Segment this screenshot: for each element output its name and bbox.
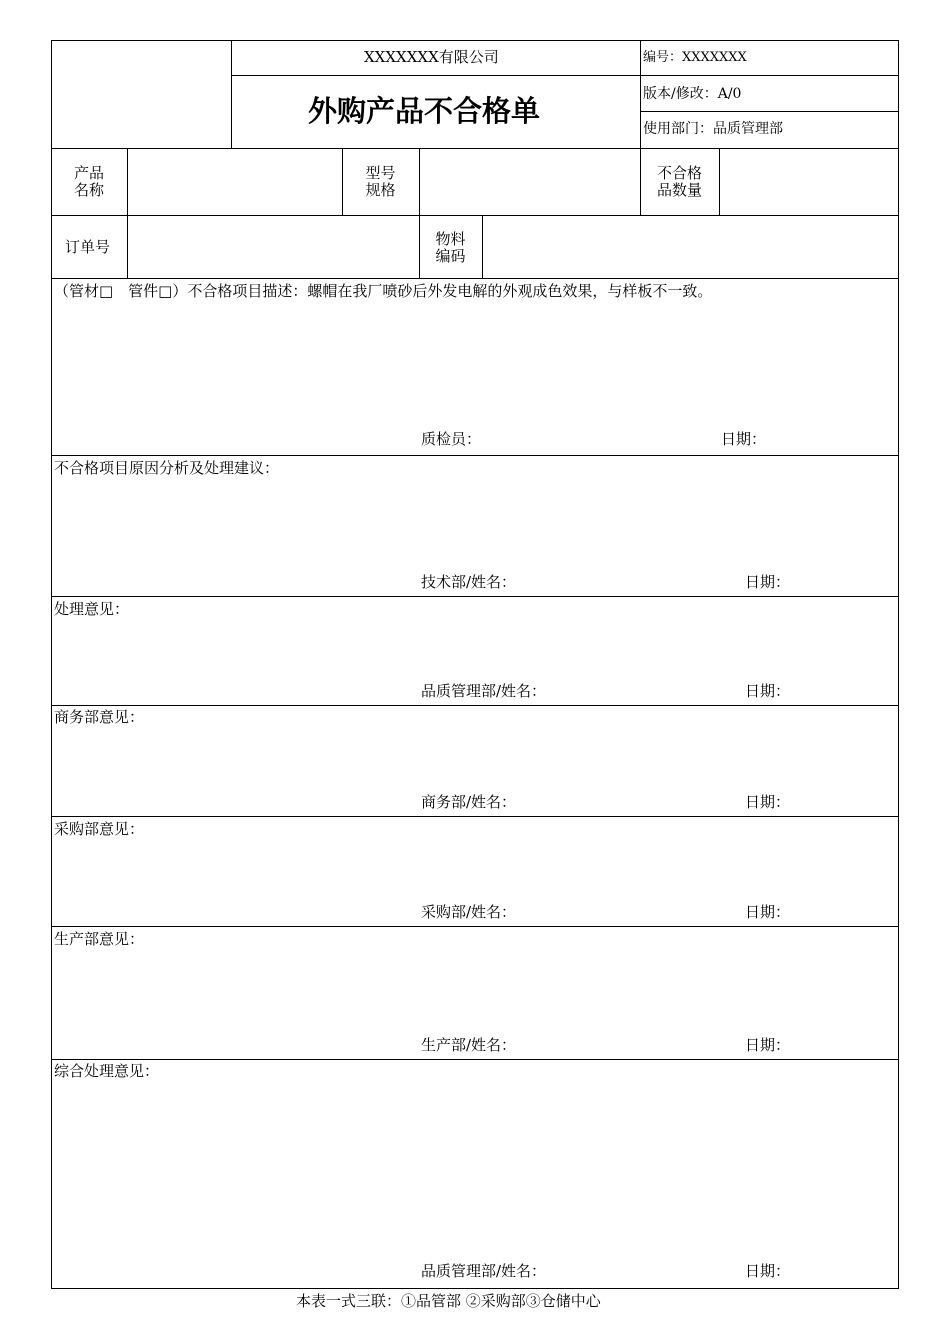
ng-qty-label: 不合格 品数量: [656, 164, 702, 199]
business-label: 商务部意见：: [54, 708, 145, 726]
model-label: 型号 规格: [365, 164, 396, 199]
header-divider: [231, 75, 640, 76]
date-label: 日期：: [745, 573, 791, 591]
qm-sign-label: 品质管理部/姓名：: [421, 1262, 547, 1280]
section-divider: [51, 705, 899, 706]
date-label: 日期：: [745, 903, 791, 921]
header-divider: [640, 40, 641, 148]
product-name-label: 产品 名称: [73, 164, 104, 199]
analysis-label: 不合格项目原因分析及处理建议：: [54, 459, 280, 477]
row-divider: [51, 148, 899, 149]
section-divider: [51, 1059, 899, 1060]
date-label: 日期：: [745, 1036, 791, 1054]
handling-label: 处理意见：: [54, 600, 130, 618]
department: 使用部门：品质管理部: [643, 121, 783, 137]
qm-sign-label: 品质管理部/姓名：: [421, 682, 547, 700]
purchase-label: 采购部意见：: [54, 820, 145, 838]
production-label: 生产部意见：: [54, 930, 145, 948]
section-divider: [51, 455, 899, 456]
page-title: 外购产品不合格单: [308, 94, 541, 128]
header-divider: [640, 111, 899, 112]
production-sign-label: 生产部/姓名：: [421, 1036, 517, 1054]
header-divider: [640, 75, 899, 76]
overall-label: 综合处理意见：: [54, 1062, 160, 1080]
form-frame: [51, 40, 899, 1289]
version: 版本/修改：A/0: [643, 86, 742, 102]
section-divider: [51, 816, 899, 817]
date-label: 日期：: [745, 793, 791, 811]
date-label: 日期：: [745, 1262, 791, 1280]
doc-number: 编号：XXXXXXX: [643, 50, 747, 65]
business-sign-label: 商务部/姓名：: [421, 793, 517, 811]
footer-note: 本表一式三联：①品管部 ②采购部③仓储中心: [296, 1292, 601, 1310]
ng-description: （管材□ 管件□）不合格项目描述：螺帽在我厂喷砂后外发电解的外观成色效果，与样板不一致。: [54, 282, 713, 300]
date-label: 日期：: [745, 682, 791, 700]
row-divider: [51, 278, 899, 279]
row-divider: [127, 215, 128, 278]
purchase-sign-label: 采购部/姓名：: [421, 903, 517, 921]
row-divider: [719, 148, 720, 215]
row-divider: [127, 148, 128, 215]
date-label: 日期：: [721, 430, 767, 448]
row-divider: [51, 215, 899, 216]
header-divider: [231, 40, 232, 148]
material-code-label: 物料 编码: [435, 230, 466, 265]
section-divider: [51, 926, 899, 927]
order-no-label: 订单号: [65, 238, 111, 256]
row-divider: [482, 215, 483, 278]
inspector-label: 质检员：: [421, 430, 482, 448]
tech-sign-label: 技术部/姓名：: [421, 573, 517, 591]
company-name: XXXXXXX有限公司: [364, 48, 499, 66]
section-divider: [51, 596, 899, 597]
